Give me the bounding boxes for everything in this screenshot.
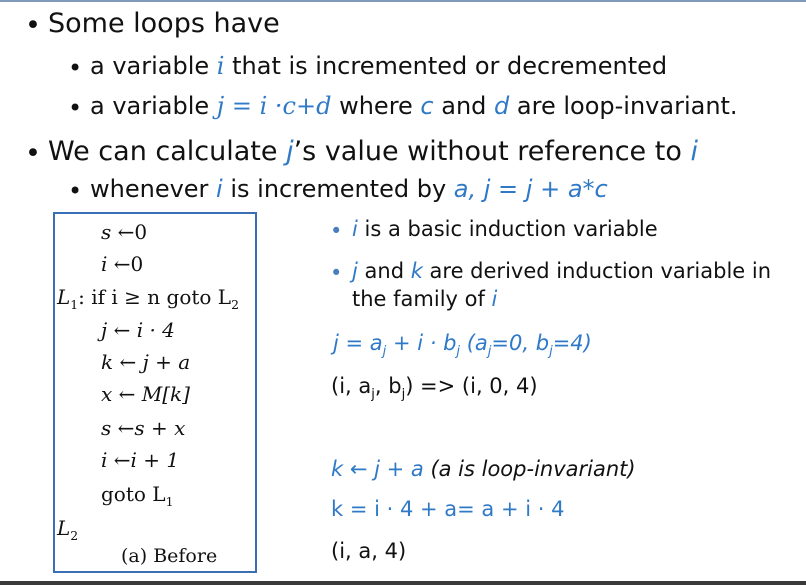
k-triple: (i, a, 4) <box>331 539 407 563</box>
code-line: s ←0 <box>101 220 148 244</box>
code-line: i ←i + 1 <box>101 448 180 472</box>
code-line-label: $L_1$: if i ≥ n goto $L_2$ <box>57 285 239 312</box>
code-line: k ← j + a <box>101 350 191 374</box>
bullet-dot: • <box>25 138 41 169</box>
code-line: x ← M[k] <box>101 382 190 406</box>
bullet-2a: whenever i is incremented by a, j = j + a*c <box>90 175 608 203</box>
bullet-1b: a variable j = i ·c+d where c and d are loop-invariant. <box>90 92 738 120</box>
bullet-dot: • <box>330 261 343 285</box>
code-line: i ←0 <box>101 252 144 276</box>
triple-mapping: (i, $a_j$, $b_j) => (i$, 0, 4) <box>331 374 538 403</box>
k-assignment: k ← j + a (a is loop-invariant) <box>331 457 636 481</box>
code-listing-box <box>53 212 257 573</box>
bullet-dot: • <box>68 177 83 205</box>
induction-equation: $j = a_j + i \cdot b_j$ ($a_j=0$, $b_j=4$) <box>333 331 592 360</box>
bottom-bar <box>0 581 806 585</box>
code-line: j ← i · 4 <box>101 318 175 342</box>
bullet-1-text: Some loops have <box>48 8 280 39</box>
code-end-label: $L_2$ <box>57 516 79 543</box>
bullet-1a: a variable i that is incremented or decremented <box>90 52 668 80</box>
top-rule <box>0 0 806 2</box>
right-point-2: j and k are derived induction variable in <box>352 259 772 283</box>
right-point-1: i is a basic induction variable <box>352 217 658 241</box>
bullet-2-text: We can calculate j’s value without reference to i <box>48 136 698 167</box>
k-expansion: k = i · 4 + a= a + i · 4 <box>331 497 565 521</box>
bullet-dot: • <box>25 10 41 41</box>
bullet-dot: • <box>68 54 83 82</box>
bullet-dot: • <box>68 94 83 122</box>
code-caption: (a) Before <box>121 545 218 567</box>
code-line: goto $L_1$ <box>101 482 174 509</box>
right-point-2-cont: the family of i <box>352 287 498 311</box>
code-line: s ←s + x <box>101 416 186 440</box>
bullet-dot: • <box>330 219 343 243</box>
